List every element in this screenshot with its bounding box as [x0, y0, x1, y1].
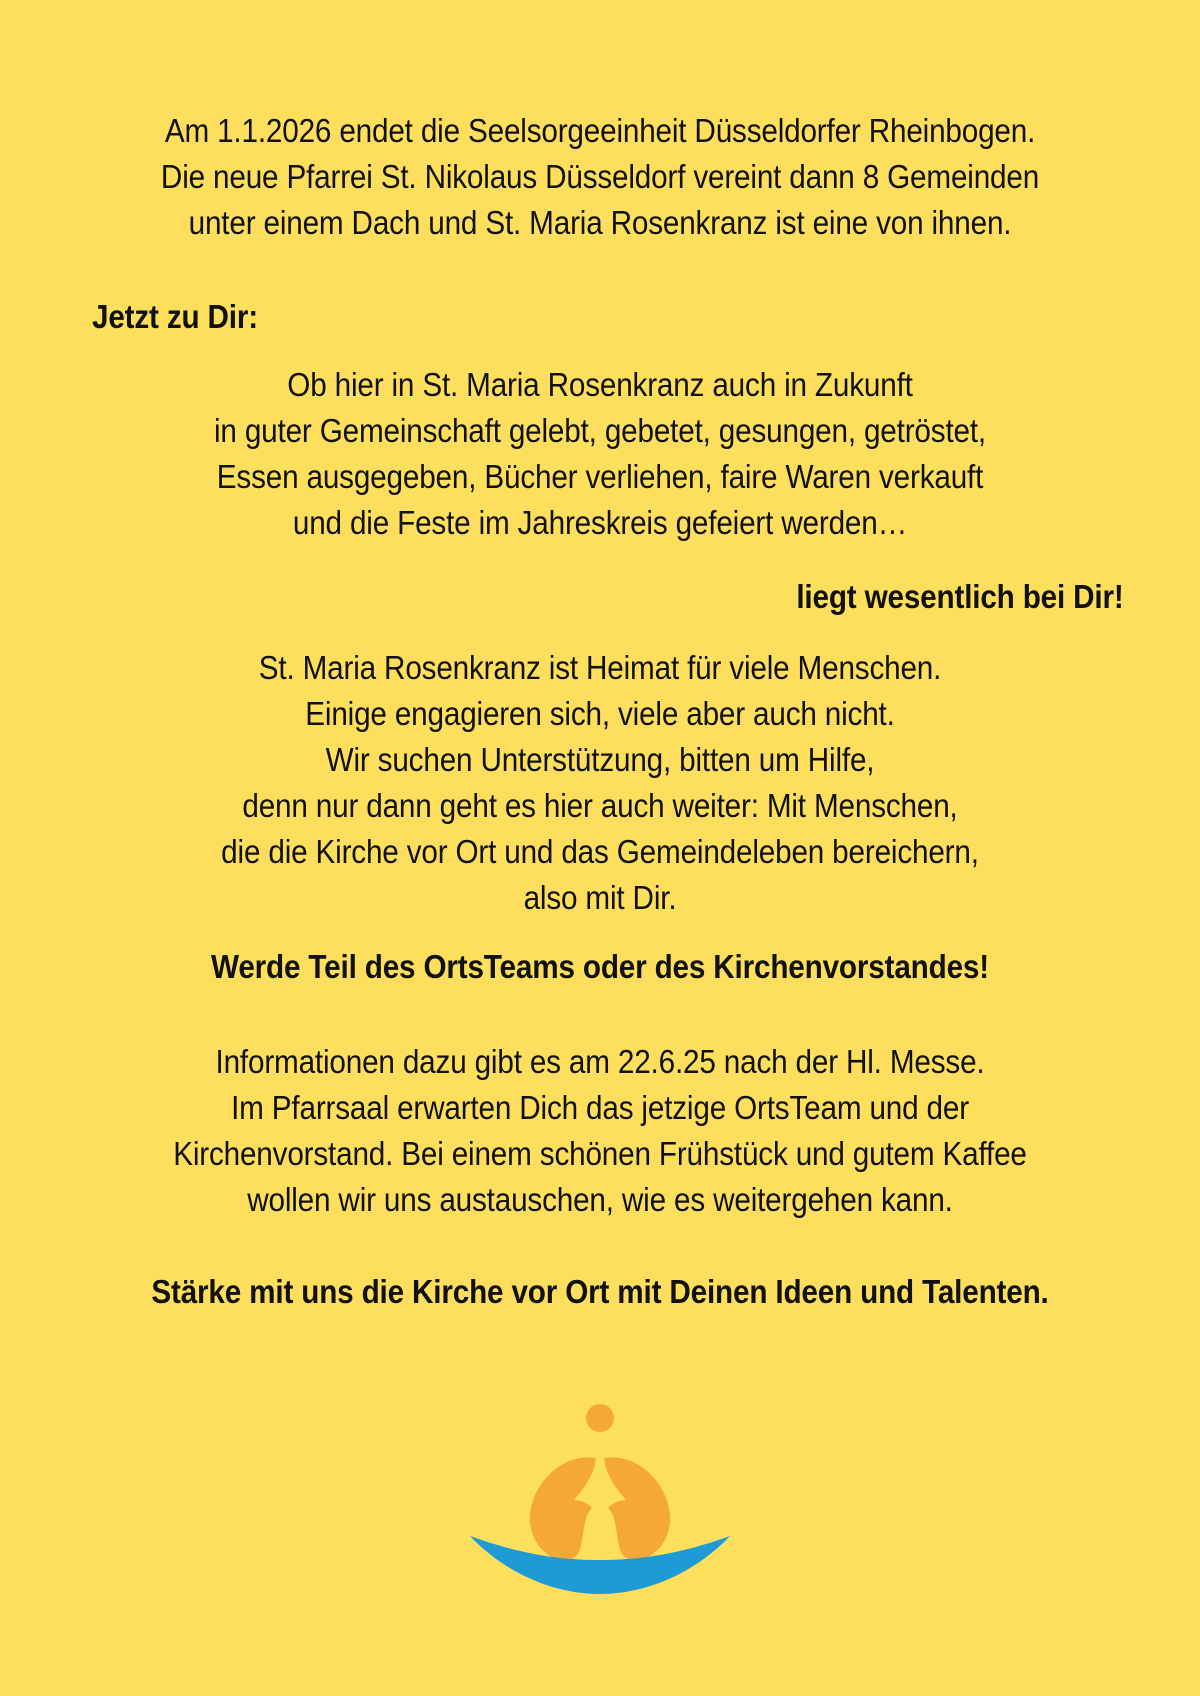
intro-line: Die neue Pfarrei St. Nikolaus Düsseldorf vereint dann 8 Gemeinden	[160, 158, 1040, 195]
jetzt-heading: Jetzt zu Dir:	[92, 298, 258, 335]
info-line: Kirchenvorstand. Bei einem schönen Frühstück und gutem Kaffee	[173, 1135, 1027, 1172]
intro-line: unter einem Dach und St. Maria Rosenkranz ist eine von ihnen.	[188, 204, 1012, 241]
heimat-line: St. Maria Rosenkranz ist Heimat für viele Menschen.	[258, 649, 942, 686]
closing-statement: Stärke mit uns die Kirche vor Ort mit Deinen Ideen und Talenten.	[151, 1273, 1049, 1310]
info-line: wollen wir uns austauschen, wie es weitergehen kann.	[247, 1181, 953, 1218]
call-to-action-heading: Werde Teil des OrtsTeams oder des Kirchenvorstandes!	[211, 948, 989, 985]
logo-right-hand	[604, 1457, 670, 1560]
heimat-line: denn nur dann geht es hier auch weiter: Mit Menschen,	[242, 787, 958, 824]
logo-left-hand	[530, 1457, 596, 1560]
zukunft-line: in guter Gemeinschaft gelebt, gebetet, gesungen, getröstet,	[213, 412, 987, 449]
intro-line: Am 1.1.2026 endet die Seelsorgeeinheit Düsseldorfer Rheinbogen.	[164, 112, 1036, 149]
info-line: Informationen dazu gibt es am 22.6.25 nach der Hl. Messe.	[215, 1043, 985, 1080]
logo-head	[586, 1404, 614, 1432]
parish-logo-icon	[460, 1396, 740, 1596]
zukunft-line: und die Feste im Jahreskreis gefeiert werden…	[292, 504, 908, 541]
heimat-line: die die Kirche vor Ort und das Gemeindeleben bereichern,	[221, 833, 979, 870]
zukunft-line: Essen ausgegeben, Bücher verliehen, faire Waren verkauft	[216, 458, 984, 495]
info-paragraph	[114, 1039, 1086, 1223]
logo-boat	[470, 1536, 730, 1594]
heimat-line: Einige engagieren sich, viele aber auch nicht.	[305, 695, 895, 732]
zukunft-paragraph	[114, 362, 1086, 546]
heimat-line: Wir suchen Unterstützung, bitten um Hilfe,	[325, 741, 875, 778]
heimat-paragraph	[114, 645, 1086, 921]
intro-paragraph	[114, 108, 1086, 246]
heimat-line: also mit Dir.	[523, 879, 677, 916]
info-line: Im Pfarrsaal erwarten Dich das jetzige OrtsTeam und der	[231, 1089, 969, 1126]
zukunft-line: Ob hier in St. Maria Rosenkranz auch in Zukunft	[287, 366, 913, 403]
liegt-statement: liegt wesentlich bei Dir!	[796, 578, 1124, 615]
